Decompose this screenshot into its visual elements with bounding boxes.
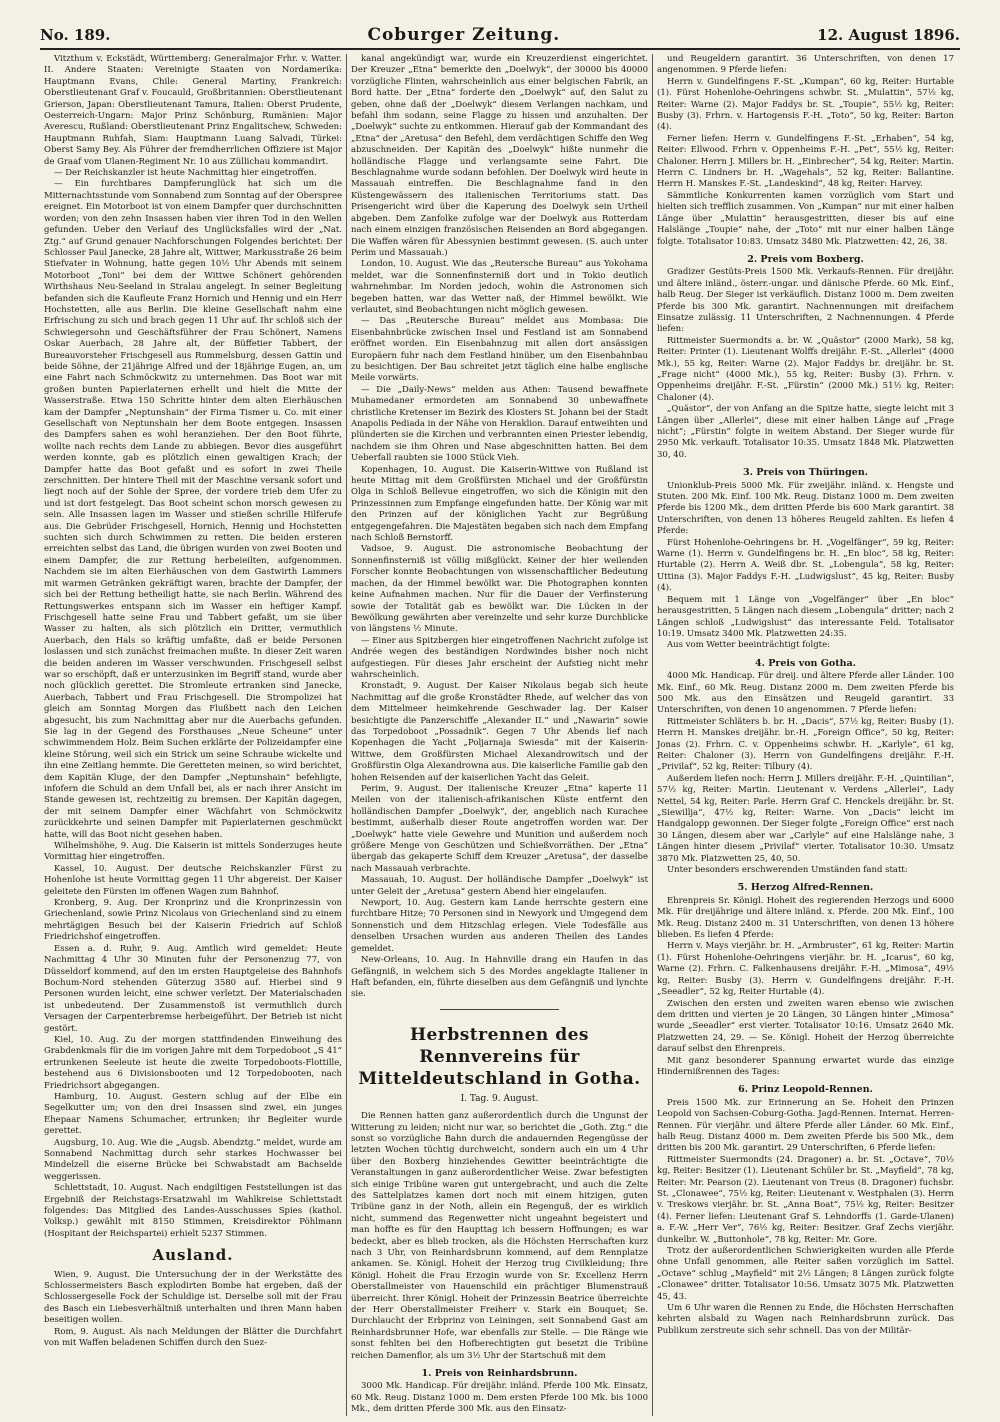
paragraph: Rittmeister Schläters b. br. H. „Dacis“, 57½ kg, Reiter: Busby (1). Herrn H. Manskes dreijähr. br.-H. „Foreign Office“, 50 kg, Reiter: Jonas (2). Frhrn. C. v. Oppenheims schwbr. H. „Karlyle“, 61 kg, Reiter: Chaloner (3). Herrn von Gundelfingens dreijähr. F.-H. „Privilaf“, 52 kg, Reiter: Tilbury (4). — [657, 716, 954, 773]
paragraph: — Das „Reutersche Bureau“ meldet aus Mombasa: Die Eisenbahnbrücke zwischen Insel und Festland ist am Sonnabend eröffnet worden. Ein Eisenbahnzug mit allen dort ansässigen Europäern fuhr nach dem Festland hinüber, um den Eisenbahnbau zu besichtigen. Der Bau schreitet jetzt täglich eine halbe englische Meile vorwärts. — [351, 316, 648, 384]
race-title: 6. Prinz Leopold-Rennen. — [738, 1084, 873, 1096]
paragraph: Kopenhagen, 10. August. Die Kaiserin-Wittwe von Rußland ist heute Mittag mit dem Großfürsten Michael und der Großfürstin Olga in Schloß Bellevue eingetroffen, wo sich die Königin mit den Prinzessinnen zum Empfange eingefunden hatte. Der König war mit den Prinzen auf der königlichen Yacht zur Begrüßung entgegengefahren. Die Majestäten begaben sich nach dem Empfang nach Schloß Bernstorff. — [351, 464, 648, 544]
paragraph: „Quästor“, der von Anfang an die Spitze hatte, siegte leicht mit 3 Längen über „Allerlei“, diese mit einer halben Länge auf „Frage nicht“; „Fürstin“ folgte in weitem Abstand. Der Sieger wurde für 2950 Mk. verkauft. Totalisator 10:35. Umsatz 1848 Mk. Platzwetten 30, 40. — [657, 404, 954, 460]
paragraph: Wilhelmshöhe, 9. Aug. Die Kaiserin ist mittels Sonderzuges heute Vormittag hier eingetroffen. — [44, 841, 342, 863]
paragraph: New-Orleans, 10. Aug. In Hahnville drang ein Haufen in das Gefängniß, in welchem sich 5 des Mordes angeklagte Italiener in Haft befanden, ein, führte dieselben aus dem Gefängniß und lynchte sie. — [351, 955, 648, 1000]
race-title: 3. Preis von Thüringen. — [742, 467, 869, 479]
paragraph: Ehrenpreis Sr. Königl. Hoheit des regierenden Herzogs und 6000 Mk. Für dreijährige und ältere inländ. x. Pferde. 200 Mk. Einf., 100 Mk. Reug. Distanz 2400 m. 31 Unterschriften, von denen 13 höhere blieben. Es liefen 4 Pferde: — [657, 895, 954, 941]
paragraph: Massauah, 10. August. Der holländische Dampfer „Doelwyk“ ist unter Geleit der „Aretusa“ gestern Abend hier eingelaufen. — [351, 875, 648, 897]
paragraph: Rittmeister Suermondts a. br. W. „Quästor“ (2000 Mark), 58 kg, Reiter: Printer (1). Lieutenant Wolffs dreijähr. F.-St. „Allerlei“ (4000 Mk.), 55 kg, Reiter: Warne (2). Major Faddys br. dreijähr. br. St. „Frage nicht“ (4000 Mk.), 55 kg, Reiter: Busby (3). Frhrn. v. Oppenheims dreijähr. F.-St. „Fürstin“ (2000 Mk.) 51½ kg, Reiter: Chaloner (4). — [657, 335, 954, 403]
paragraph: Kronberg, 9. Aug. Der Kronprinz und die Kronprinzessin von Griechenland, sowie Prinz Nicolaus von Griechenland sind zu einem mehrtägigen Besuch bei der Kaiserin Friedrich auf Schloß Friedrichshof eingetroffen. — [44, 898, 342, 943]
race-title: 4. Preis von Gotha. — [755, 657, 856, 669]
paragraph: und Reugeldern garantirt. 36 Unterschriften, von denen 17 angenommen. 9 Pferde liefen: — [657, 54, 954, 76]
paragraph: kanal angekündigt war, wurde ein Kreuzerdienst eingerichtet. Der Kreuzer „Etna“ bemerkte den „Doelwyk“, der 30000 bis 40000 vorzügliche Flinten, wahrscheinlich aus einer belgischen Fabrik, an Bord hatte. Der „Etna“ forderte den „Doelwyk“ auf, den Salut zu geben, ohne daß der „Doelwyk“ diesem Verlangen nachkam, und befahl ihm sodann, seine Flagge zu hissen und anzuhalten. Der „Doelwyk“ suchte zu entkommen. Hierauf gab der Kommandant des „Etna“ der „Aretusa“ den Befehl, dem verdächtigen Schiffe den Weg abzuschneiden. Der Kapitän des „Doelwyk“ hißte nunmehr die holländische Flagge und verlangsamte seine Fahrt. Die Beschlagnahme wurde sodann befohlen. Der Doelwyk wird heute in Massauah eintreffen. Die Beschlagnahme fand in den Küstengewässern des italienischen Territoriums statt. Das Prisengericht wird über die Kaperung des Doelwyk sein Urtheil abgeben. Dem Zanfolke zufolge war der Doelwyk aus Rotterdam nach einem einzigen französischen Reisenden an Bord abgegangen. Die Waffen wären für Abessynien bestimmt gewesen. (S. auch unter Perim und Massauah.) — [351, 54, 648, 258]
paragraph: Herrn v. Gundelfingens F.-St. „Kumpan“, 60 kg, Reiter: Hurtable (1). Fürst Hohenlohe-Oehringens schwbr. St. „Mulattin“, 57½ kg, Reiter: Warne (2). Major Faddys br. St. „Toupie“, 55½ kg, Reiter: Busby (3). Frhrn. v. Hartogensis F.-H. „Toto“, 50 kg, Reiter: Barton (4). — [657, 76, 954, 133]
race-day-subhead: I. Tag. 9. August. — [460, 1093, 539, 1104]
paragraph: Kassel, 10. August. Der deutsche Reichskanzler Fürst zu Hohenlohe ist heute Vormittag gegen 11 Uhr abgereist. Der Kaiser geleitete den Fürsten im offenen Wagen zum Bahnhof. — [44, 863, 342, 897]
paragraph: Kronstadt, 9. August. Der Kaiser Nikolaus begab sich heute Nachmittag auf die große Kronstädter Rhede, auf welcher das von dem Mittelmeer heimkehrende Geschwader lag. Der Kaiser besichtigte die Panzerschiffe „Alexander II.“ und „Nawarin“ sowie das Torpedoboot „Possadnik“. Gegen 7 Uhr Abends lief nach Kopenhagen die Yacht „Poljarnaja Swiesda“ mit der Kaiserin-Wittwe, dem Großfürsten Michael Alexandrowitsch und der Großfürstin Olga Alexandrowna aus. Die kaiserliche Familie gab den hohen Reisenden auf der kaiserlichen Yacht das Geleit. — [351, 681, 648, 783]
paragraph: Außerdem liefen noch: Herrn J. Millers dreijähr. F.-H. „Quintilian“, 57½ kg, Reiter: Martin. Lieutenant v. Verdens „Allerlei“, Lady Nettel, 54 kg, Reiter: Parle. Herrn Graf C. Henckels dreijähr. br. St. „Siewillja“, 47½ kg, Reiter: Warne. Von „Dacis“ leicht im Handgalopp gewonnen. Der Sieger folgte „Foreign Office“ erst nach 30 Längen, diesem aber war „Carlyle“ auf eine Halslänge nahe, 3 Längen hinter diesem „Privilaf“ vierter. Totalisator 10:30. Umsatz 3870 Mk. Platzwetten 25, 40, 50. — [657, 773, 954, 864]
newspaper-title: Coburger Zeitung. — [367, 25, 561, 45]
section-title-ausland: Ausland. — [152, 1246, 234, 1265]
paragraph: Unionklub-Preis 5000 Mk. Für zweijähr. inländ. x. Hengste und Stuten. 200 Mk. Einf. 100 Mk. Reug. Distanz 1000 m. Dem zweiten Pferde bis 1200 Mk., dem dritten Pferde bis 600 Mark garantirt. 38 Unterschriften, von denen 13 höheres Reugeld zahlten. Es liefen 4 Pferde: — [657, 480, 954, 537]
paragraph: Zwischen den ersten und zweiten waren ebenso wie zwischen dem dritten und vierten je 20 Längen, 30 Längen hinter „Mimosa“ wurde „Seeadler“ erst vierter. Totalisator 10:16. Umsatz 2640 Mk. Platzwetten 24, 29. — Se. Königl. Hoheit der Herzog überreichte darauf selbst den Ehrenpreis. — [657, 998, 954, 1055]
paragraph: Rom, 9. August. Als nach Meldungen der Blätter die Durchfahrt von mit Waffen beladenen Schiffen durch den Suez- — [44, 1326, 342, 1349]
paragraph: 3000 Mk. Handicap. Für dreijähr. inländ. Pferde 100 Mk. Einsatz, 60 Mk. Reug. Distanz 1000 m. Dem ersten Pferde 100 Mk. bis 1000 Mk., dem dritten Pferde 300 Mk. aus den Einsatz- — [351, 1381, 648, 1415]
paragraph: Vadsoe, 9. August. Die astronomische Beobachtung der Sonnenfinsterniß ist völlig mißglückt. Keiner der hier weilenden Forscher konnte Beobachtungen von wissenschaftlicher Bedeutung machen, da der Himmel bewölkt war. Die Photographen konnten keine Aufnahmen machen. Nur für die Dauer der Verfinsterung sowie der Totalität gab es bewölkt war. Die Lücken in der Bewölkung gewährten aber vereinzelte und sehr kurze Durchblicke von längstens ½ Minute. — [351, 544, 648, 635]
masthead — [40, 24, 960, 46]
paragraph: Ferner liefen: Herrn v. Gundelfingens F.-St. „Erhaben“, 54 kg, Reiter: Ellwood. Frhrn v. Oppenheims F.-H. „Pet“, 55½ kg, Reiter: Chaloner. Herrn J. Millers br. H. „Einbrecher“, 54 kg, Reiter: Martin. Herrn C. Lindners br. H. „Wagehals“, 52 kg, Reiter: Ballantine. Herrn H. Manskes F.-St. „Landeskind“, 48 kg, Reiter: Harvey. — [657, 133, 954, 190]
separator — [440, 1009, 559, 1010]
paragraph: Trotz der außerordentlichen Schwierigkeiten wurden alle Pferde ohne Unfall genommen, alle Reiter saßen vorzüglich im Sattel. „Octave“ schlug „Mayfield“ mit 2½ Längen; 8 Längen zurück folgte „Clonawee“ dritter. Totalisator 10:56. Umsatz 3075 Mk. Platzwetten 45, 43. — [657, 1246, 954, 1302]
column-1 — [40, 54, 346, 1416]
paragraph: Wien, 9. August. Die Untersuchung der in der Werkstätte des Schlossermeisters Basch explodirten Bombe hat ergeben, daß der Schlossergeselle Fock der Schuldige ist. Derselbe soll mit der Frau des Basch ein Liebesverhältniß unterhalten und ihren Mann haben beseitigen wollen. — [44, 1269, 342, 1326]
column-2 — [346, 54, 652, 1416]
column-3 — [652, 54, 958, 1416]
paragraph: Die Rennen hatten ganz außerordentlich durch die Ungunst der Witterung zu leiden; nicht nur war, so berichtet die „Goth. Ztg.“ die sonst so vorzügliche Bahn durch die andauernden Regengüsse der letzten Wochen tüchtig durchweicht, sondern auch ein um 4 Uhr über den Boxberg hinziehendes Gewitter beeinträchtigte die Veranstaltungen in ganz außerordentlicher Weise. Zwar befestigten sich einige Tribüne waren gut untergebracht, und auch die Zelte des Sattelplatzes kamen dort noch mit einem hitzigen, guten Tribüne ganz in der Noth, allein ein Regenguß, der es wirklich nicht, summend das Regenwetter nicht ungeahnt begeistert und man hoffte es für den Haupttag ich bessern Hoffnungen; es war bedeckt, aber es blieb trocken, als die Höchsten Herrschaften kurz nach 3 Uhr, von Reinhardsbrunn kommend, auf dem Rennplatze ankamen. Se. Königl. Hoheit der Herzog trug Civilkleidung; Ihre Königl. Hoheit die Frau Erzogin wurde von Sr. Excellenz Herrn Oberstallmeister von Hauenschild ein prächtiger Blumenstrauß überreicht. Ihrer Königl. Hoheit der Prinzessin Beatrice überreichte der Herr Oberstallmeister Freiherr v. Stark ein Bouquet; Se. Durchlaucht der Erbprinz von Leiningen, seit Sonnabend Gast am Reinhardsbrunner Hofe, war ebenfalls zur Stelle. — Die Ränge wie sonst fehlten bei den Hofberechtigten gut besetzt die Tribüne reichen Damenflor, als um 3½ Uhr der Startschuß mit dem — [351, 1111, 648, 1361]
paragraph: Preis 1500 Mk. zur Erinnerung an Se. Hoheit den Prinzen Leopold von Sachsen-Coburg-Gotha. Jagd-Rennen. Internat. Herren-Rennen. Für vierjähr. und ältere Pferde aller Länder. 60 Mk. Einf., halb Reug. Distanz 4000 m. Dem zweiten Pferde bis 500 Mk., dem dritten bis 200 Mk. garantirt. 29 Unterschriften, 6 Pferde liefen: — [657, 1097, 954, 1154]
paragraph: 4000 Mk. Handicap. Für dreij. und ältere Pferde aller Länder. 100 Mk. Einf., 60 Mk. Reug. Distanz 2000 m. Dem zweiten Pferde bis 500 Mk. aus den Einsätzen und Reugeld garantirt. 33 Unterschriften, von denen 10 angenommen. 7 Pferde liefen: — [657, 671, 954, 716]
race-title: 5. Herzog Alfred-Rennen. — [737, 882, 874, 894]
masthead-rule — [40, 48, 960, 50]
paragraph: Um 6 Uhr waren die Rennen zu Ende, die Höchsten Herrschaften kehrten alsbald zu Wagen nach Reinhardsbrunn zurück. Das Publikum zerstreute sich sehr schnell. Das von der Militär- — [657, 1303, 954, 1336]
issue-date: 12. August 1896. — [817, 26, 960, 44]
paragraph: Rittmeister Suermondts (24. Dragoner) a. br. St. „Octave“, 70½ kg, Reiter: Besitzer (1). Lieutenant Schüler br. St. „Mayfield“, 78 kg, Reiter: Mr. Pearson (2). Lieutenant von Treus (8. Dragoner) fuchsbr. St. „Clonawee“, 75½ kg, Reiter: Lieutenant v. Westphalen (3). Herrn v. Treskows vierjähr. br. St. „Anna Boat“, 75½ kg, Reiter: Besitzer (4). Ferner liefen: Lieutenant Graf S. Lehndorffs (1. Garde-Ulanen) a. F.-W. „Herr Ver“, 76½ kg, Reiter: Besitzer. Graf Zechs vierjähr. dunkelbr. W. „Buttonhole“, 78 kg, Reiter: Mr. Gore. — [657, 1154, 954, 1245]
paragraph: — Einer aus Spitzbergen hier eingetroffenen Nachricht zufolge ist Andrée wegen des beständigen Nordwindes bisher noch nicht aufgestiegen. Für dieses Jahr erscheint der Aufstieg nicht mehr wahrscheinlich. — [351, 635, 648, 680]
race-title: 1. Preis von Reinhardsbrunn. — [421, 1368, 578, 1380]
paragraph: — Der Reichskanzler ist heute Nachmittag hier eingetroffen. — [54, 168, 317, 179]
columns — [40, 54, 960, 1416]
paragraph: Sämmtliche Konkurrenten kamen vorzüglich vom Start und hielten sich trefflich zusammen. Von „Kumpan“ nur mit einer halben Länge über „Mulattin“ herausgestritten, dieser bis auf eine Halslänge „Toupie“ nahe, der „Toto“ mit nur einer halben Länge folgte. Totalisator 10:83. Umsatz 3480 Mk. Platzwetten: 42, 26, 38. — [657, 190, 954, 247]
race-report-headline: Herbstrennen des Rennvereins für Mitteldeutschland in Gotha. — [358, 1024, 641, 1089]
paragraph: Gradizer Gestüts-Preis 1500 Mk. Verkaufs-Rennen. Für dreijähr. und ältere inländ., österr.-ungar. und dänische Pferde. 60 Mk. Einf., halb Reug. Der Sieger ist verkäuflich. Distanz 1000 m. Dem zweiten Pferde bis 300 Mk. garantirt. Nachnennungen mit dreifachem Einsatze zulässig. 11 Unterschriften, 2 Nachnennungen. 4 Pferde liefen: — [657, 267, 954, 335]
paragraph: Newport, 10. Aug. Gestern kam Lande herrschte gestern eine furchtbare Hitze; 70 Personen sind in Newyork und Umgegend dem Sonnenstich und dem Hitzschlag erlegen. Viele Todesfälle aus denselben Ursachen wurden aus anderen Theilen des Landes gemeldet. — [351, 898, 648, 954]
paragraph: Schlettstadt, 10. August. Nach endgiltigen Feststellungen ist das Ergebniß der Reichstags-Ersatzwahl im Wahlkreise Schlettstadt folgendes: Das Mitglied des Landes-Ausschusses Spies (kathol. Volksp.) gewählt mit 8150 Stimmen, Kreisdirektor Pöhlmann (Hospitant der Reichspartei) erhielt 5237 Stimmen. — [44, 1183, 342, 1239]
paragraph: Hamburg, 10. August. Gestern schlug auf der Elbe ein Segelkutter um; von den drei Insassen sind zwei, ein junges Ehepaar Namens Schumacher, ertrunken; ihr Begleiter wurde gerettet. — [44, 1091, 342, 1137]
issue-number: No. 189. — [40, 26, 111, 44]
paragraph: Aus vom Wetter beeinträchtigt folgte: — [667, 640, 830, 651]
paragraph: Vitzthum v. Eckstädt, Württemberg: Generalmajor Frhr. v. Watter. II. Andere Staaten: Vereinigte Staaten von Nordamerika: Hauptmann Evans, Chile: General Martiny, Frankreich: Oberstlieutenant Graf v. Foucauld, Großbritannien: Oberstlieutenant Grierson, Japan: Oberstlieutenant Tamura, Italien: Oberst Prudente, Oesterreich-Ungarn: Major Prinz Schönburg, Rumänien: Major Averescu, Rußland: Oberstlieutenant Prinz Engalitschew, Schweden: Hauptmann Ruhfah, Siam: Hauptmann Luang Salvadi, Türkei: Oberst Samy Bey. Als Führer der fremdherrlichen Offiziere ist Major de Graaf vom Ulanen-Regiment Nr. 10 aus Züllichau kommandirt. — [44, 54, 342, 167]
paragraph: Kiel, 10. Aug. Zu der morgen stattfindenden Einweihung des Grabdenkmals für die im vorigen Jahre mit dem Torpedoboot „S 41“ ertrunkenen Seeleute ist heute die zweite Torpedoboots-Flottille, bestehend aus 6 Divisionsbooten und 12 Torpedobooten, nach Friedrichsort abgegangen. — [44, 1034, 342, 1091]
paragraph: Perim, 9. August. Der italienische Kreuzer „Etna“ kaperte 11 Meilen von der italienisch-afrikanischen Küste entfernt den holländischen Dampfer „Doelwyk“, der, angeblich nach Kurachee bestimmt, außerhalb dieser Route angetroffen worden war. Der „Doelwyk“ hatte viele Gewehre und Munition und außerdem noch größere Menge von Geschützen und Schießvorräthen. Der „Etna“ übergab das gekaperte Schiff dem Kreuzer „Aretusa“, der dasselbe nach Massauah verbrachte. — [351, 784, 648, 874]
paragraph: — Die „Daily-News“ melden aus Athen: Tausend bewaffnete Muhamedaner ermordeten am Sonnabend 30 unbewaffnete christliche Kretenser im Bezirk des Klosters St. Johann bei der Stadt Anapolis Pediada in der Nähe von Heraklion. Darauf entweihten und plünderten sie die Kirchen und verbrannten einen Priester lebendig, nachdem sie ihm Ohren und Nase abgeschnitten hatten. Bei dem Ueberfall raubten sie 1000 Stück Vieh. — [351, 384, 648, 464]
paragraph: Bequem mit 1 Länge von „Vogelfänger“ über „En bloc“ herausgestritten, 5 Längen nach diesem „Lobengula“ dritter; nach 2 Längen schloß „Ludwigslust“ das interessante Feld. Totalisator 10:19. Umsatz 3400 Mk. Platzwetten 24:35. — [657, 594, 954, 639]
paragraph: — Ein furchtbares Dampferunglück hat sich um die Mitternachtsstunde vom Sonnabend zum Sonntag auf der Oberspree ereignet. Ein Motorboot ist von einem Dampfer quer durchschnitten worden; von den zehn Insassen haben vier ihren Tod in den Wellen gefunden. Ueber den Verlauf des Unglücksfalles wird der „Nat. Ztg.“ auf Grund genauer Nachforschungen Folgendes berichtet: Der Schlosser Paul Janecke, 28 Jahre alt, Wittwer, Markusstraße 26 beim Stiefvater in Wohnung, hatte gegen 10½ Uhr Abends mit seinem Motorboot „Toni“ bei dem der Wittwe Schönert gehörenden Wirthshaus Neu-Seeland in Stralau angelegt. In seiner Begleitung befanden sich die Kaufleute Franz Hornich und Hennig und ein Herr Hochstetten, alle aus Berlin. Die kleine Gesellschaft nahm eine Erfrischung zu sich und brach gegen 11 Uhr auf. Ihr schloß sich der Schwiegersohn und Geschäftsführer der Frau Schönert, Namens Oskar Auerbach, 28 Jahre alt, der Büffetier Tabbert, der Bureauvorsteher Frischgesell aus Rummelsburg, dessen Gattin und beide Söhne, der 21jährige Alfred und der 18jährige Eugen, an, um eine Fahrt nach Schmöckwitz zu unternehmen. Das Boot war mit großen bunten Papierlaternen erhellt und hielt die Mitte der Wasserstraße. Etwa 150 Schritte hinter dem alten Eierhäuschen kam der Dampfer „Neptunshain“ der Firma Tismer u. Co. mit einer Gesellschaft von Neptunshain her dem Boote entgegen. Insassen des Dampfers sahen es wohl heranziehen. Der den Boot führte, wollte nach rechts dem Lande zu abbiegen. Bevor dies ausgeführt werden konnte, gab es plötzlich einen gewaltigen Krach; der Dampfer hatte das Boot gefaßt und es sofort in zwei Theile zerschnitten. Der hintere Theil mit der Maschine versank sofort und liegt noch auf der Sohle der Spree, der vordere trieb dem Ufer zu und ist dort festgelegt. Das Boot scheint schon morsch gewesen zu sein. Alle Insassen lagen im Wasser und stießen schrille Hilferufe aus. Die Gebrüder Frischgesell, Hornich, Hennig und Hochstetten suchten sich durch Schwimmen zu retten. Die beiden ersteren erreichten selbst das Land, die übrigen wurden von zwei Booten und einem Dampfer, die zur Rettung herbeieilten, aufgenommen. Nachdem sie im alten Eierhäuschen von dem Gastwirth Lammers mit warmen Getränken gekräftigt waren, brachte der Dampfer, der sich bei der Rettung betheiligt hatte, sie nach Berlin. Während des Rettungswerkes entspann sich im Wasser ein heftiger Kampf. Frischgesell hatte seine Frau und Tabbert gefaßt, um sie über Wasser zu halten, als sich plötzlich ein Dritter, vermuthlich Auerbach, den Hals so kräftig umfaßte, daß er beide Personen loslassen und sich zunächst freimachen mußte. In dieser Zeit waren die beiden anderen im Wasser verschwunden. Frischgesell selbst war so erschöpft, daß er unterzusinken im Begriff stand, wurde aber noch glücklich gerettet. Die Stromleute ertranken sind Janecke, Auerbach, Tabbert und Frau Frischgesell. Die Strompolizei hat gleich am Sonntag Morgen das Flußbett nach den Leichen abgesucht, bis zum Nachmittag aber nur die Auerbachs gefunden. Sie lag in der Gegend des Forsthauses „Neue Scheune“ unter schwimmendem Holz. Beim Suchen erklärte der Polizeidampfer eine kleine Störung, weil sich ein Strick um seine Schraube wickelte und ihn eine Zeitlang hemmte. Die Geretteten meinen, so wird berichtet, dem Kapitän Kluge, der den Dampfer „Neptunshain“ befehligte, infofern die Schuld an dem Unfall bei, als er nach ihrer Ansicht im Stande gewesen ist, rechtzeitig zu bremsen. Der Kapitän dagegen, der mit seinem Dampfer einer Wächfahrt von Schmöckwitz zurückkehrte und seinen Dampfer mit Papierlaternen geschmückt hatte, will das Boot nicht gesehen haben. — [44, 179, 342, 840]
paragraph: Unter besonders erschwerenden Umständen fand statt: — [667, 865, 908, 876]
paragraph: London, 10. August. Wie das „Reutersche Bureau“ aus Yokohama meldet, war die Sonnenfinsterniß dort und in Tokio deutlich wahrnehmbar. Im Norden jedoch, wohin die Astronomen sich begeben hatten, war das Wetter naß, der Himmel bewölkt. Wie verlautet, sind Beobachtungen nicht möglich gewesen. — [351, 259, 648, 315]
race-title: 2. Preis vom Boxberg. — [747, 253, 864, 265]
paragraph: Herrn v. Mays vierjähr. br. H. „Armbruster“, 61 kg, Reiter: Martin (1). Fürst Hohenlohe-Oehringens vierjähr. br. H. „Icarus“, 60 kg, Warne (2). Frhrn. C. Falkenhausens dreijähr. F.-H. „Mimosa“, 49½ kg, Reiter: Busby (3). Herrn v. Gundelfingens dreijähr. F.-H. „Seeadler“, 52 kg, Reiter Hurtable (4). — [657, 941, 954, 998]
paragraph: Augsburg, 10. Aug. Wie die „Augsb. Abendztg.“ meldet, wurde am Sonnabend Nachmittag durch sehr starkes Hochwasser bei Mindelzell die eiserne Brücke bei Schwabstadt am Bachselde weggerissen. — [44, 1137, 342, 1182]
paragraph: Essen a. d. Ruhr, 9. Aug. Amtlich wird gemeldet: Heute Nachmittag 4 Uhr 30 Minuten fuhr der Personenzug 77, von Düsseldorf kommend, auf den im ersten Hauptgeleise des Bahnhofs Bochum-Nord stehenden Güterzug 3580 auf. Hierbei sind 9 Personen wurden leicht, eine schwer verletzt. Der Materialschaden ist unbedeutend. Der Zusammenstoß ist vermuthlich durch Versagen der Carpenterbremse herbeigeführt. Der Betrieb ist nicht gestört. — [44, 943, 342, 1034]
paragraph: Mit ganz besonderer Spannung erwartet wurde das einzige Hindernißrennen des Tages: — [657, 1055, 954, 1077]
paragraph: Fürst Hohenlohe-Oehringens br. H. „Vogelfänger“, 59 kg, Reiter: Warne (1). Herrn v. Gundelfingens br. H. „En bloc“, 58 kg, Reiter: Hurtable (2). Herrn A. Weiß dbr. St. „Lobengula“, 58 kg, Reiter: Uttina (3). Major Faddys F.-H. „Ludwigslust“, 45 kg, Reiter: Busby (4). — [657, 537, 954, 594]
